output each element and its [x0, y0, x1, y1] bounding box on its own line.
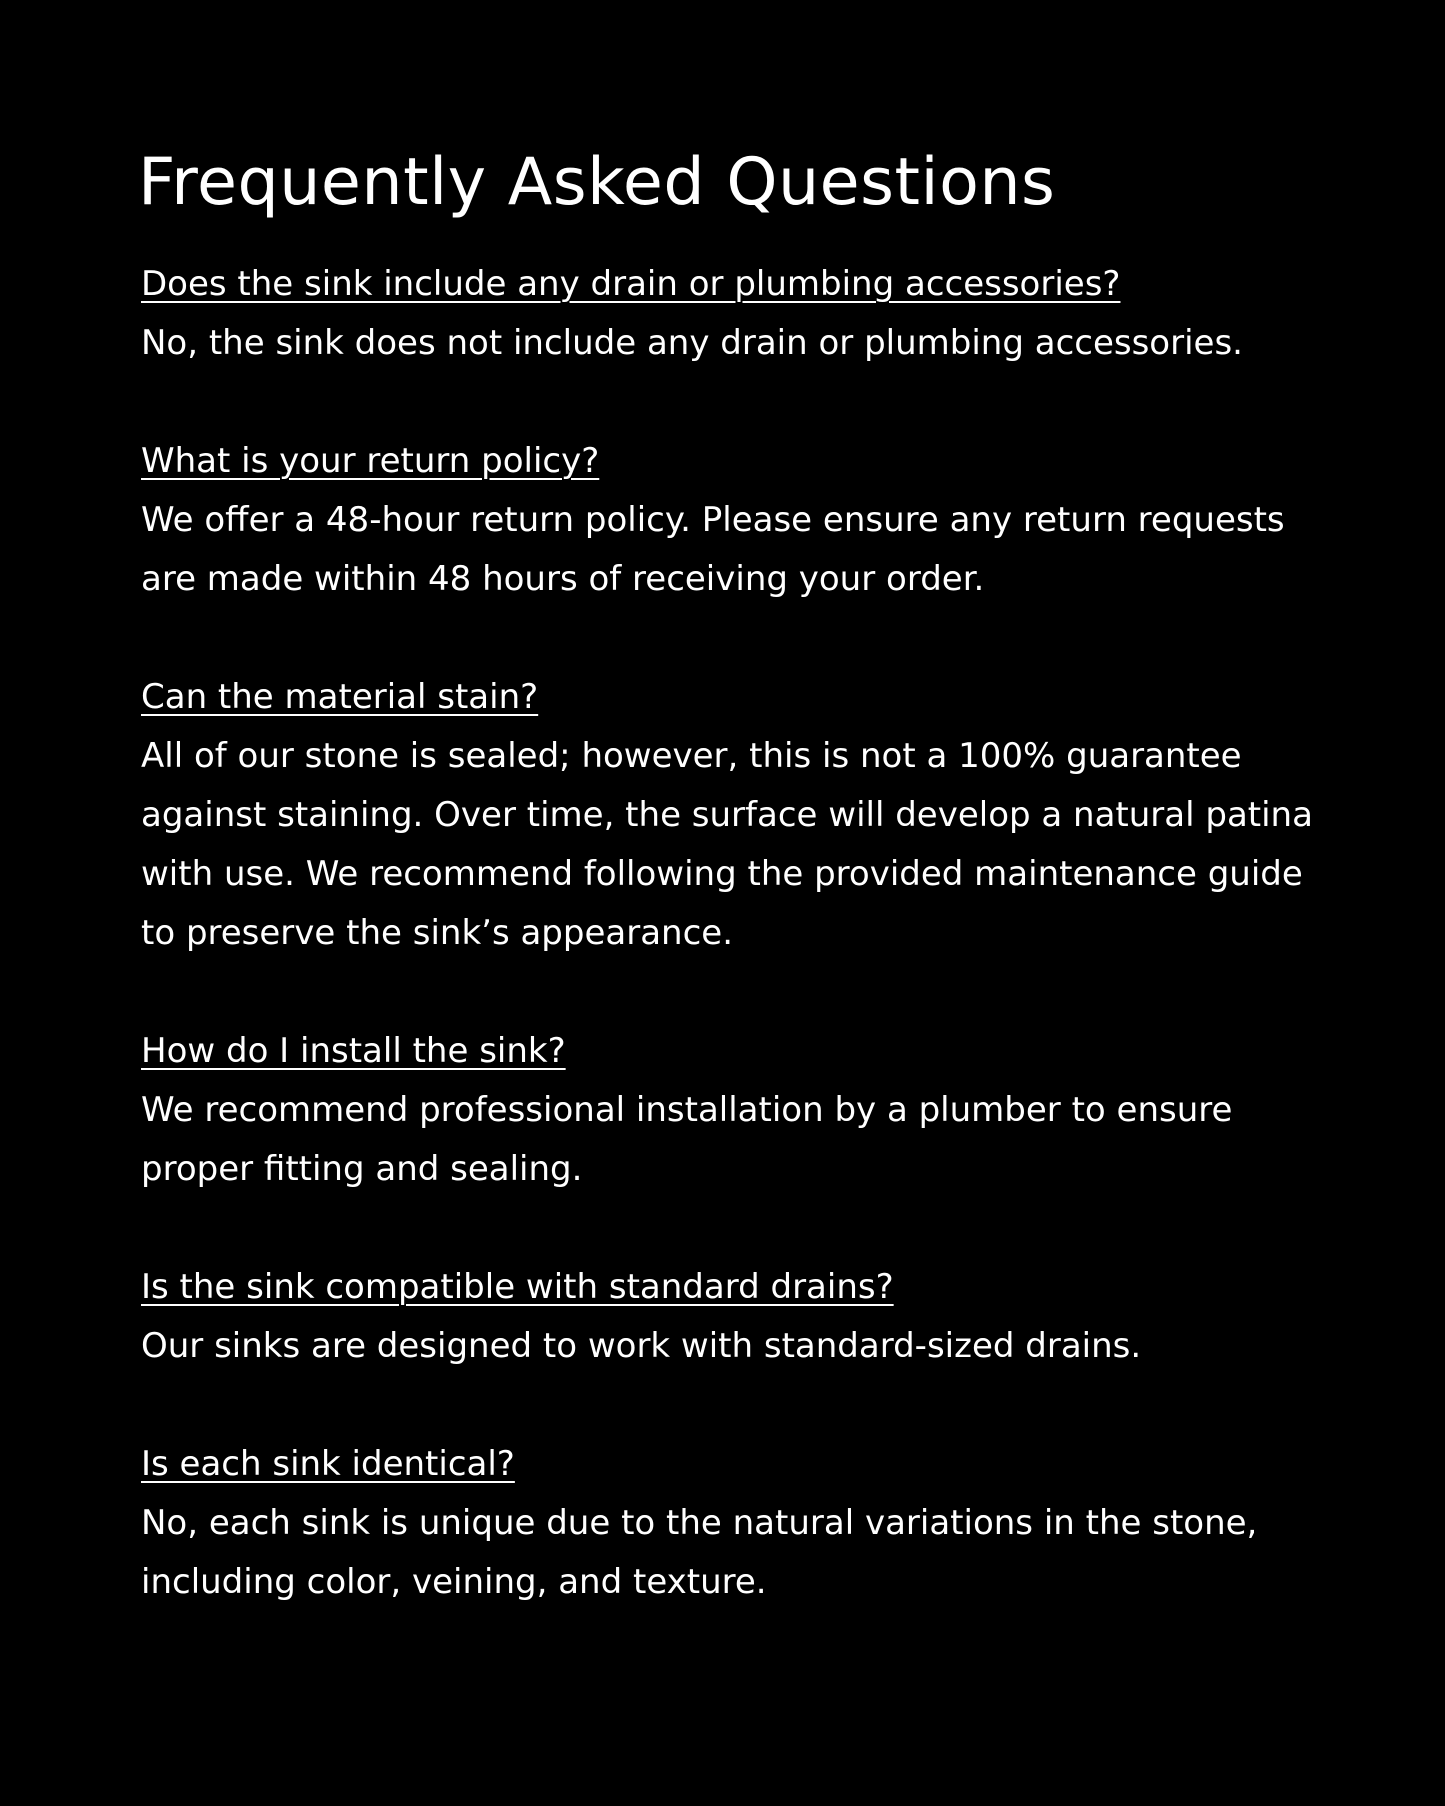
faq-answer-standard-drains: Our sinks are designed to work with standard-sized drains. — [141, 1326, 1142, 1366]
faq-question-install[interactable]: How do I install the sink? — [141, 1031, 566, 1071]
faq-answer-drain-accessories: No, the sink does not include any drain or plumbing accessories. — [141, 323, 1243, 363]
faq-answer-material-stain: All of our stone is sealed; however, this is not a 100% guarantee against staining. Over time, the surface will develop a natural patina with use. We recommend following the provided maintenance guide to preserve the sink’s appearance. — [141, 736, 1313, 953]
faq-item — [141, 668, 1341, 963]
faq-item — [141, 1022, 1341, 1199]
faq-question-material-stain[interactable]: Can the material stain? — [141, 677, 539, 717]
faq-item — [141, 255, 1341, 373]
faq-answer-return-policy: We offer a 48-hour return policy. Please ensure any return requests are made within 48 hours of receiving your order. — [141, 500, 1285, 599]
faq-question-return-policy[interactable]: What is your return policy? — [141, 441, 600, 481]
faq-list — [141, 255, 1341, 1671]
faq-answer-install: We recommend professional installation by a plumber to ensure proper fitting and sealing. — [141, 1090, 1233, 1189]
faq-question-drain-accessories[interactable]: Does the sink include any drain or plumbing accessories? — [141, 264, 1121, 304]
faq-question-identical[interactable]: Is each sink identical? — [141, 1444, 515, 1484]
faq-item — [141, 1258, 1341, 1376]
faq-item — [141, 432, 1341, 609]
page-title: Frequently Asked Questions — [138, 145, 1056, 220]
faq-question-standard-drains[interactable]: Is the sink compatible with standard drains? — [141, 1267, 894, 1307]
faq-item — [141, 1435, 1341, 1612]
faq-answer-identical: No, each sink is unique due to the natural variations in the stone, including color, veining, and texture. — [141, 1503, 1258, 1602]
